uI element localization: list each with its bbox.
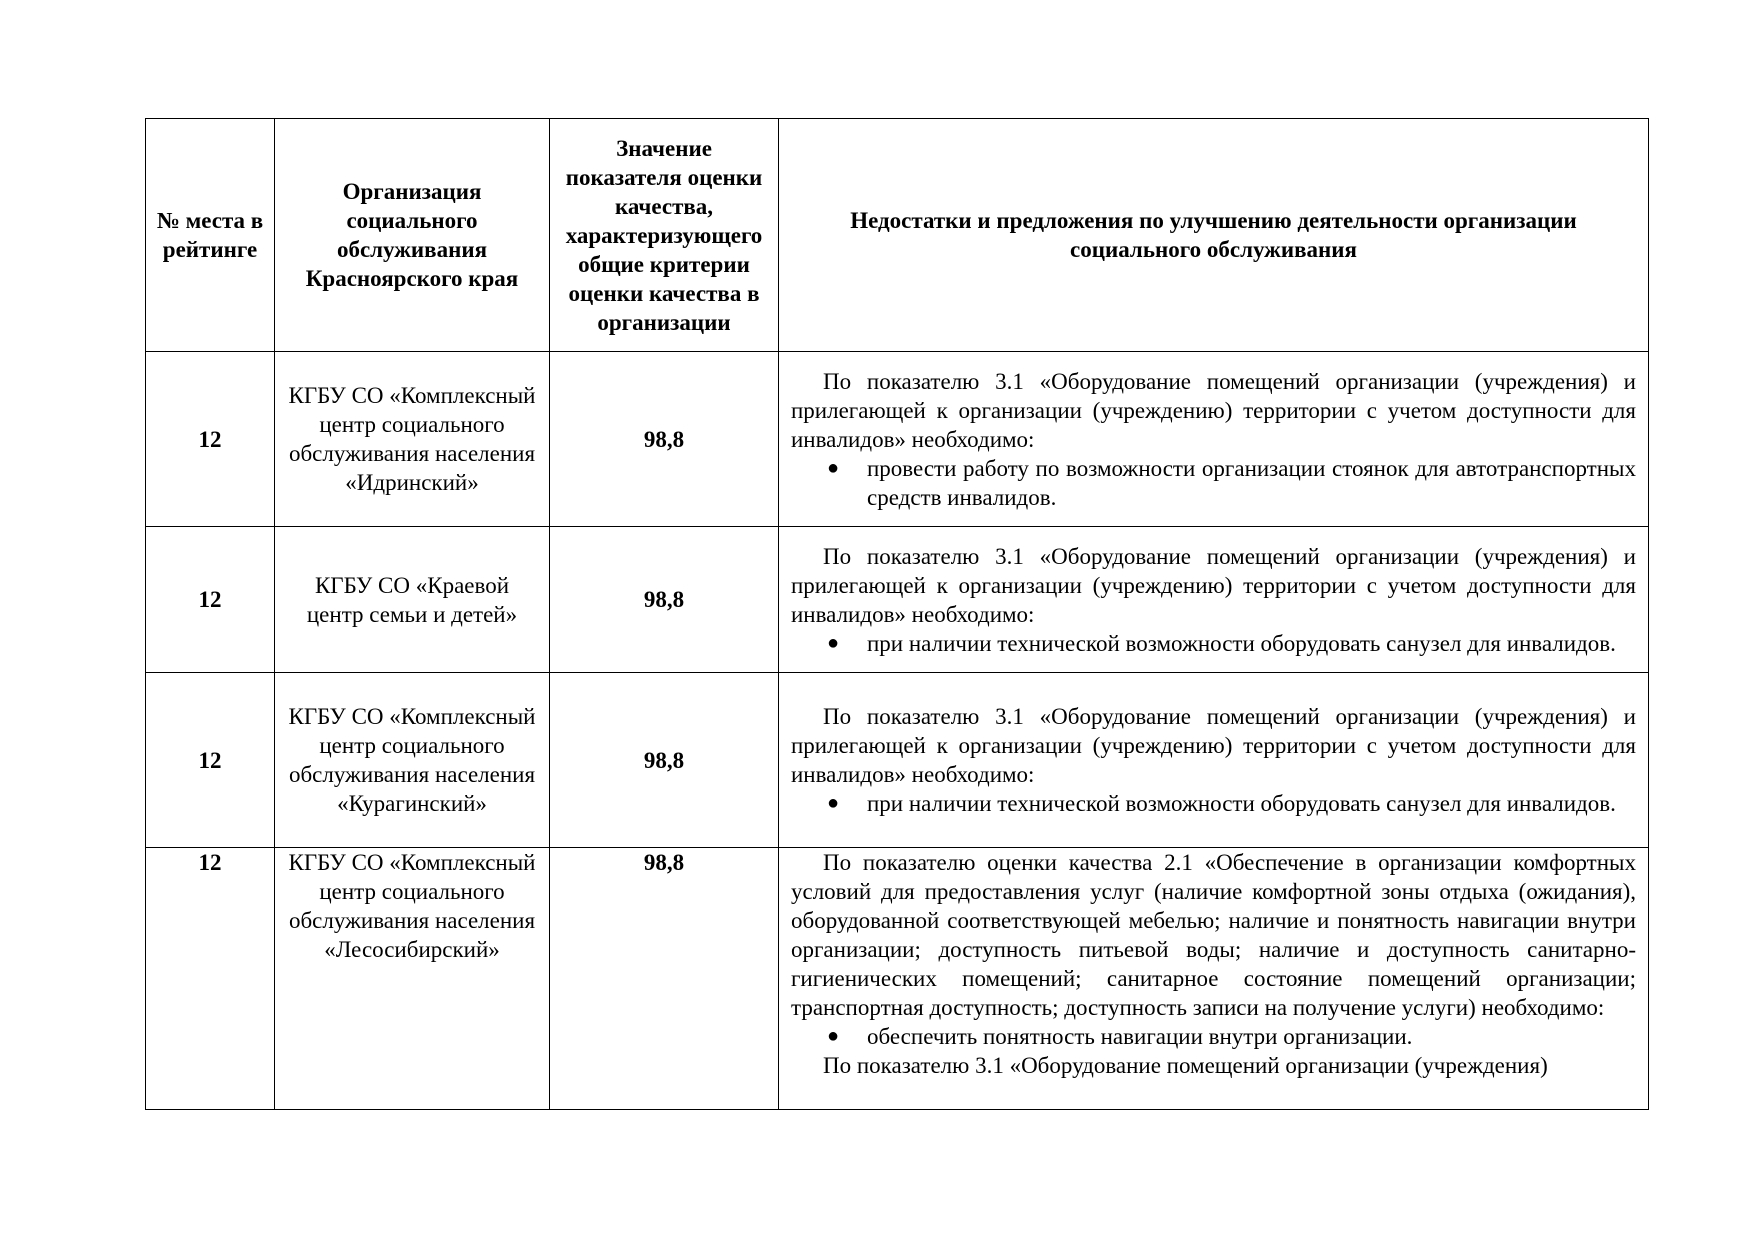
list-item: [791, 629, 1636, 658]
proposal-list: [791, 789, 1636, 818]
shortcomings-paragraph: По показателю оценки качества 2.1 «Обеспечение в организации комфортных условий для предоставления услуг (наличие комфортной зоны отдыха (ожидания), оборудованной соответствующей мебелью; наличие и понятность навигации внутри организации; доступность питьевой воды; наличие и доступность санитарно-гигиенических помещений; санитарное состояние помещений организации; транспортная доступность; доступность записи на получение услуги) необходимо:: [791, 850, 1636, 1020]
organization-name: КГБУ СО «Комплексный центр социального обслуживания населения «Курагинский»: [275, 673, 550, 848]
proposal-list: [791, 454, 1636, 512]
quality-value: 98,8: [550, 352, 779, 527]
proposal-text: при наличии технической возможности оборудовать санузел для инвалидов.: [867, 791, 1616, 816]
bullet-icon: ●: [827, 1025, 840, 1047]
table-row: [146, 848, 1649, 1110]
organization-name: КГБУ СО «Комплексный центр социального обслуживания населения «Лесосибирский»: [275, 848, 550, 1110]
quality-value: 98,8: [550, 527, 779, 673]
list-item: [791, 1022, 1636, 1051]
header-quality-value: Значение показателя оценки качества, характеризующего общие критерии оценки качества в организации: [550, 119, 779, 352]
shortcomings-paragraph: По показателю 3.1 «Оборудование помещений организации (учреждения) и прилегающей к организации (учреждению) территории с учетом доступности для инвалидов» необходимо:: [791, 543, 1636, 627]
shortcomings-paragraph: По показателю 3.1 «Оборудование помещений организации (учреждения) и прилегающей к организации (учреждению) территории с учетом доступности для инвалидов» необходимо:: [791, 704, 1636, 787]
header-place: № места в рейтинге: [146, 119, 275, 352]
shortcomings-cell: [779, 527, 1649, 673]
organization-name: КГБУ СО «Краевой центр семьи и детей»: [275, 527, 550, 673]
rating-place: 12: [146, 848, 275, 1110]
proposal-list: [791, 1022, 1636, 1051]
quality-value: 98,8: [550, 848, 779, 1110]
proposal-text: провести работу по возможности организации стоянок для автотранспортных средств инвалидов.: [867, 455, 1636, 510]
shortcomings-cell: [779, 848, 1649, 1110]
bullet-icon: ●: [827, 631, 840, 654]
shortcomings-paragraph: По показателю 3.1 «Оборудование помещений организации (учреждения) и прилегающей к организации (учреждению) территории с учетом доступности для инвалидов» необходимо:: [791, 368, 1636, 452]
bullet-icon: ●: [827, 456, 840, 479]
table-row: [146, 527, 1649, 673]
table-row: [146, 352, 1649, 527]
table-header-row: [146, 119, 1649, 352]
rating-table: [145, 118, 1649, 1110]
organization-name: КГБУ СО «Комплексный центр социального обслуживания населения «Идринский»: [275, 352, 550, 527]
header-organization: Организация социального обслуживания Красноярского края: [275, 119, 550, 352]
list-item: [791, 454, 1636, 512]
rating-place: 12: [146, 527, 275, 673]
table-row: [146, 673, 1649, 848]
proposal-text: обеспечить понятность навигации внутри организации.: [867, 1024, 1413, 1049]
shortcomings-paragraph-continued: По показателю 3.1 «Оборудование помещений организации (учреждения): [823, 1053, 1548, 1078]
shortcomings-cell: [779, 673, 1649, 848]
quality-value: 98,8: [550, 673, 779, 848]
document-page: [145, 118, 1648, 1110]
proposal-text: при наличии технической возможности оборудовать санузел для инвалидов.: [867, 630, 1616, 656]
proposal-list: [791, 629, 1636, 658]
shortcomings-cell: [779, 352, 1649, 527]
rating-place: 12: [146, 673, 275, 848]
list-item: [791, 789, 1636, 818]
bullet-icon: ●: [827, 792, 840, 814]
rating-place: 12: [146, 352, 275, 527]
header-shortcomings: Недостатки и предложения по улучшению деятельности организации социального обслуживания: [779, 119, 1649, 352]
